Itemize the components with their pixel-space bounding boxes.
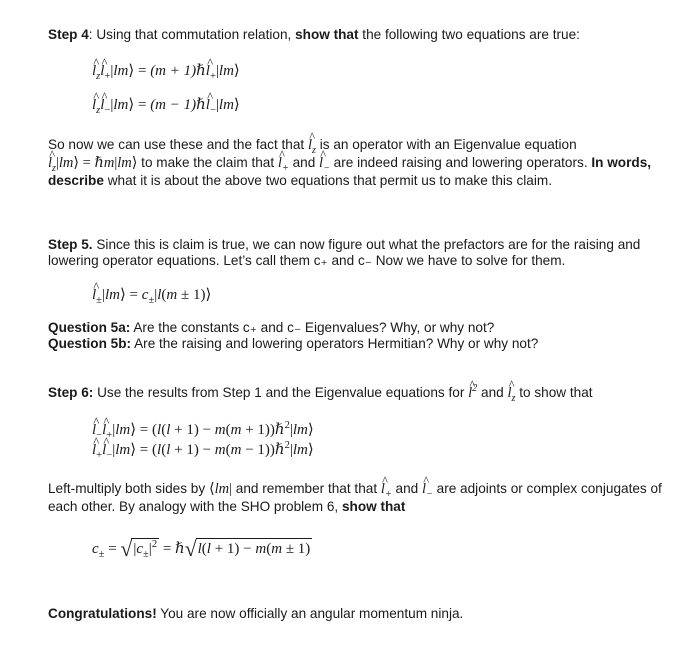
in-words-describe: In words, describe xyxy=(48,155,652,188)
question-5b: Question 5b: Are the raising and lowering operators Hermitian? Why or why not? xyxy=(48,336,539,351)
question-5a: Question 5a: Are the constants c₊ and c₋ Eigenvalues? Why, or why not? xyxy=(48,320,495,335)
step4-instruction: Step 4: Using that commutation relation, show that the following two equations are true: xyxy=(48,27,580,42)
step4-equation-1: ^ $l_z\^{}$ $l_+|lm⟩ = (m$ + 1)ℏ^ $l_+|lm⟩$ xyxy=(92,62,240,80)
raising-lowering-paragraph: So now we can use these and the fact that ^ $l_z$ is an operator with an Eigenvalue equation ^ $l_z|lm⟩$ = ℏm|lm⟩ to make the claim that ^ $l_+$ and ^ $l_-$ are indeed raising and lowering operators. In words, describe what it is about the above two equations that permit us to make this claim. xyxy=(48,136,668,189)
step4-show-that: show that xyxy=(295,27,359,42)
step6-instruction: Step 6: Use the results from Step 1 and the Eigenvalue equations for ^ $l^2$ and ^ $l_z$ to show that xyxy=(48,385,668,401)
congratulations: Congratulations! xyxy=(48,606,157,621)
step4-equation-2: ^ $l_z\^{}$ $l_-|lm⟩ = (m$ − 1)ℏ^ $l_-|lm⟩$ xyxy=(92,96,240,114)
question-5a-label: Question 5a: xyxy=(48,320,131,335)
step6-equation-2: ^ $l_+\^{}$ $l_-|lm⟩ = (l(l + 1) - m(m$ − 1))ℏ$^2$|lm⟩ xyxy=(92,441,314,459)
step5-instruction: Step 5. Since this is claim is true, we can now figure out what the prefactors are for the raising and lowering operator equations. Let’s call them c₊ and c₋ Now we have to solve for them. xyxy=(48,237,641,268)
final-show-that: show that xyxy=(341,499,406,514)
step4-label: Step 4 xyxy=(48,27,89,42)
left-multiply-paragraph: Left-multiply both sides by ⟨lm| and remember that that ^ $l_+$ and ^ $l_-$ are adjoints or complex conjugates of each other. By analogy with the SHO problem 6, show that xyxy=(48,480,668,515)
closing-line: Congratulations! You are now officially an angular momentum ninja. xyxy=(48,606,464,621)
prefactor-equation: $c_\pm = √|c_\pm|^2$ = ℏ√l(l + 1) − m(m ± 1) xyxy=(92,537,311,561)
step5-label: Step 5. xyxy=(48,237,93,252)
step6-equation-1: ^ $l_-\^{}$ $l_+|lm⟩ = (l(l + 1) - m(m$ + 1))ℏ$^2$|lm⟩ xyxy=(92,421,314,439)
step6-label: Step 6: xyxy=(48,385,94,400)
step5-equation: ^ $l_\pm|lm⟩ = c_\pm|l(m$ ± 1)⟩ xyxy=(92,286,211,304)
question-5b-label: Question 5b: xyxy=(48,336,132,351)
